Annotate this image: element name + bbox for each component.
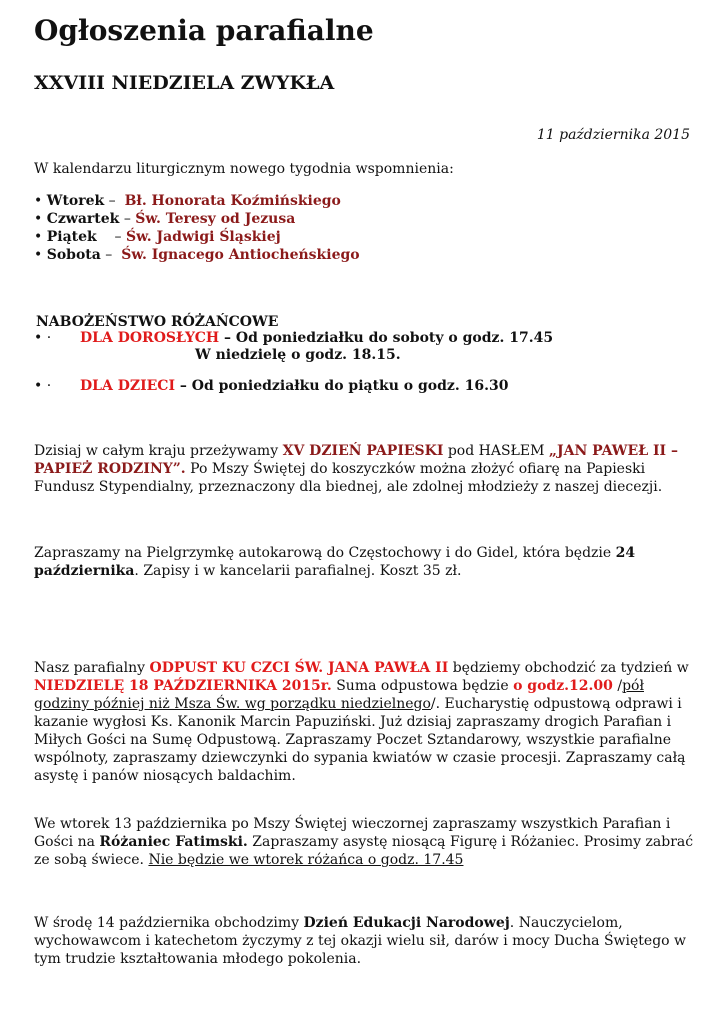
education-text-2: . Nauczycielom, wychowawcom i katechetom życzymy z tej okazji wielu sił, darów i mocy Ducha Świętego w tym trudzie kształtowania młodego pokolenia.	[34, 915, 687, 967]
saint-name: Św. Ignacego Antiocheńskiego	[121, 247, 360, 263]
pilgrimage-date: 24 października	[34, 545, 636, 579]
rosary-heading: NABOŻEŃSTWO RÓŻAŃCOWE	[36, 314, 279, 330]
education-day: Dzień Edukacji Narodowej	[303, 915, 510, 931]
rosary-kids-label: DLA DZIECI	[80, 378, 175, 394]
papal-day-text-1: Dzisiaj w całym kraju przeżywamy	[34, 443, 283, 459]
rosary-kids-line	[80, 377, 508, 395]
saint-name: Św. Teresy od Jezusa	[135, 211, 296, 227]
pilgrimage-paragraph	[34, 544, 694, 580]
education-text-1: W środę 14 października obchodzimy	[34, 915, 304, 931]
fatima-text-2: Zapraszamy asystę niosącą Figurę i Różaniec. Prosimy zabrać ze sobą świece.	[34, 834, 694, 868]
list-item: • Czwartek – Św. Teresy od Jezusa	[34, 211, 296, 227]
fatima-rosary: Różaniec Fatimski.	[99, 834, 248, 850]
saint-day: Piątek	[46, 229, 97, 245]
rosary-adults-bullet: • ·	[34, 330, 52, 346]
rosary-adults-line	[80, 329, 553, 347]
papal-day-text-2: pod HASŁEM	[443, 443, 549, 459]
saint-separator: –	[104, 193, 125, 209]
saint-separator: –	[96, 229, 126, 245]
fatima-note: Nie będzie we wtorek różańca o godz. 17.45	[148, 852, 464, 868]
fatima-paragraph	[34, 815, 694, 869]
indulgence-time: o godz.12.00	[513, 678, 613, 694]
page-subtitle: XXVIII NIEDZIELA ZWYKŁA	[34, 72, 335, 94]
papal-day-motto: „JAN PAWEŁ II – PAPIEŻ RODZINY”.	[34, 443, 678, 477]
papal-day-paragraph	[34, 442, 694, 496]
saint-separator: –	[100, 247, 122, 263]
indulgence-text-4: /	[612, 678, 623, 694]
indulgence-note: pół godziny później niż Msza Św. wg porządku niedzielnego	[34, 678, 644, 712]
list-item: • Sobota – Św. Ignacego Antiocheńskiego	[34, 247, 360, 263]
list-item: • Piątek – Św. Jadwigi Śląskiej	[34, 229, 281, 245]
indulgence-paragraph	[34, 659, 694, 785]
education-paragraph	[34, 914, 694, 968]
saint-separator: –	[119, 211, 136, 227]
saint-day: Wtorek	[46, 193, 105, 209]
rosary-adults-label: DLA DOROSŁYCH	[80, 330, 220, 346]
pilgrimage-text-1: Zapraszamy na Pielgrzymkę autokarową do Częstochowy i do Gidel, która będzie	[34, 545, 616, 561]
indulgence-highlight-1: ODPUST KU CZCI ŚW. JANA PAWŁA II	[149, 660, 449, 676]
indulgence-text-5: /. Eucharystię odpustową odprawi i kazanie wygłosi Ks. Kanonik Marcin Papuziński. Już dzisiaj zapraszamy drogich Parafian i Miłych Gości na Sumę Odpustową. Zapraszamy Poczet Sztandarowy, wszystkie parafialne wspólnoty, zapraszamy dziewczynki do sypania kwiatów w czasie procesji. Zapraszamy całą asystę i panów niosących baldachim.	[34, 696, 686, 784]
fatima-text-1: We wtorek 13 października po Mszy Świętej wieczornej zapraszamy wszystkich Parafian i Gości na	[34, 816, 671, 850]
papal-day-text-3: Po Mszy Świętej do koszyczków można złożyć ofiarę na Papieski Fundusz Stypendialny, przeznaczony dla biednej, ale zdolnej młodzieży z naszej diecezji.	[34, 461, 663, 495]
indulgence-text-3: Suma odpustowa będzie	[331, 678, 514, 694]
rosary-kids-bullet: • ·	[34, 378, 52, 394]
announcement-date: 11 października 2015	[536, 127, 690, 143]
saint-name: Św. Jadwigi Śląskiej	[125, 229, 281, 245]
indulgence-highlight-2: NIEDZIELĘ 18 PAŹDZIERNIKA 2015r.	[34, 678, 332, 694]
saint-day: Czwartek	[46, 211, 120, 227]
saints-list	[34, 192, 360, 264]
papal-day-highlight: XV DZIEŃ PAPIESKI	[282, 443, 444, 459]
saint-name: Bł. Honorata Koźmińskiego	[124, 193, 341, 209]
rosary-adults-sunday: W niedzielę o godz. 18.15.	[195, 347, 401, 363]
page-title: Ogłoszenia parafialne	[34, 14, 374, 47]
indulgence-text-1: Nasz parafialny	[34, 660, 150, 676]
rosary-kids-text: – Od poniedziałku do piątku o godz. 16.30	[175, 378, 509, 394]
list-item: • Wtorek – Bł. Honorata Koźmińskiego	[34, 193, 341, 209]
rosary-adults-text: – Od poniedziałku do soboty o godz. 17.45	[219, 330, 554, 346]
indulgence-text-2: będziemy obchodzić za tydzień w	[448, 660, 689, 676]
intro-text: W kalendarzu liturgicznym nowego tygodnia wspomnienia:	[34, 161, 454, 177]
saint-day: Sobota	[46, 247, 101, 263]
pilgrimage-text-2: . Zapisy i w kancelarii parafialnej. Koszt 35 zł.	[134, 563, 462, 579]
